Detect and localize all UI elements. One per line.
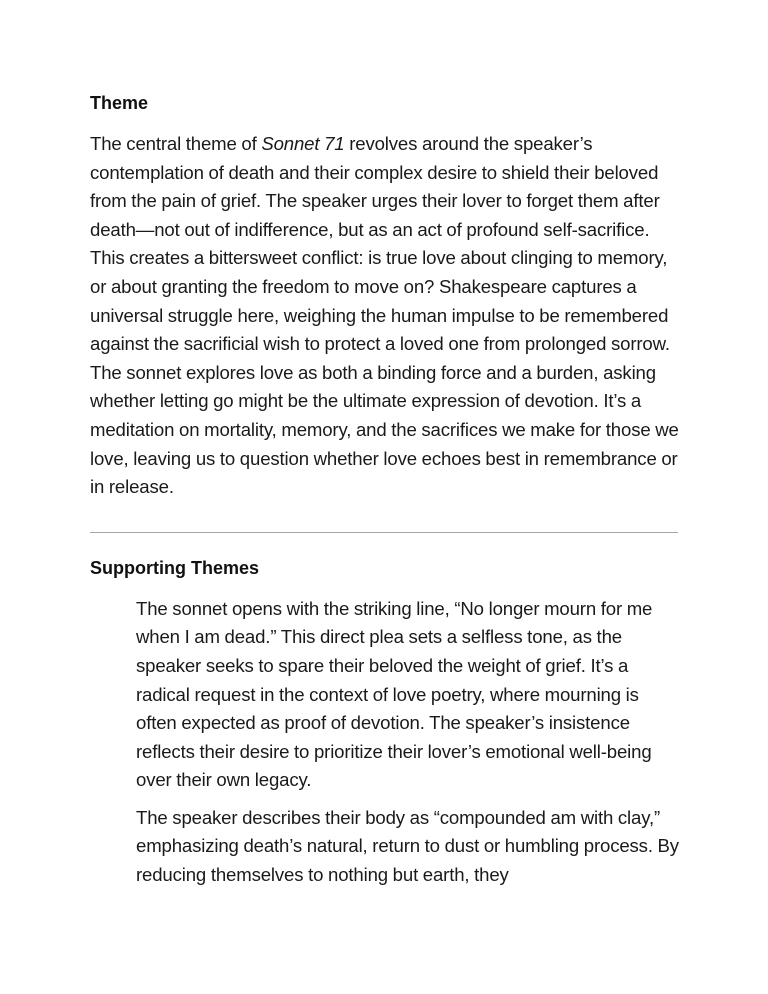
supporting-paragraph-2: The speaker describes their body as “compounded am with clay,” emphasizing death’s natural, return to dust or humbling process. By reducing themselves to nothing but earth, they: [136, 806, 679, 886]
sonnet-title: Sonnet 71: [261, 133, 345, 154]
theme-section: [90, 90, 680, 502]
document-content: [90, 90, 680, 899]
theme-paragraph-intro: The central theme of: [90, 133, 262, 154]
theme-heading: Theme: [90, 93, 149, 113]
section-divider: [90, 532, 678, 533]
theme-paragraph-body: revolves around the speaker’s contemplation of death and their complex desire to shield their beloved from the pain of grief. The speaker urges their lover to forget them after death—not out of indifference, but as an act of profound self-sacrifice. This creates a bittersweet conflict: is true love about clinging to memory, or about granting the freedom to move on? Shakespeare captures a universal struggle here, weighing the human impulse to be remembered against the sacrificial wish to protect a loved one from prolonged sorrow. The sonnet explores love as both a binding force and a burden, asking whether letting go might be the ultimate expression of devotion. It’s a meditation on mortality, memory, and the sacrifices we make for those we love, leaving us to question whether love echoes best in remembrance or in release.: [90, 133, 679, 498]
supporting-paragraph-1: The sonnet opens with the striking line, “No longer mourn for me when I am dead.” This direct plea sets a selfless tone, as the speaker seeks to spare their beloved the weight of grief. It’s a radical request in the context of love poetry, where mourning is often expected as proof of devotion. The speaker’s insistence reflects their desire to prioritize their lover’s emotional well-being over their own legacy.: [136, 597, 653, 791]
supporting-themes-section: [90, 555, 680, 890]
theme-paragraph: [90, 130, 680, 502]
supporting-themes-heading: Supporting Themes: [90, 557, 260, 578]
supporting-themes-body: [136, 595, 684, 890]
